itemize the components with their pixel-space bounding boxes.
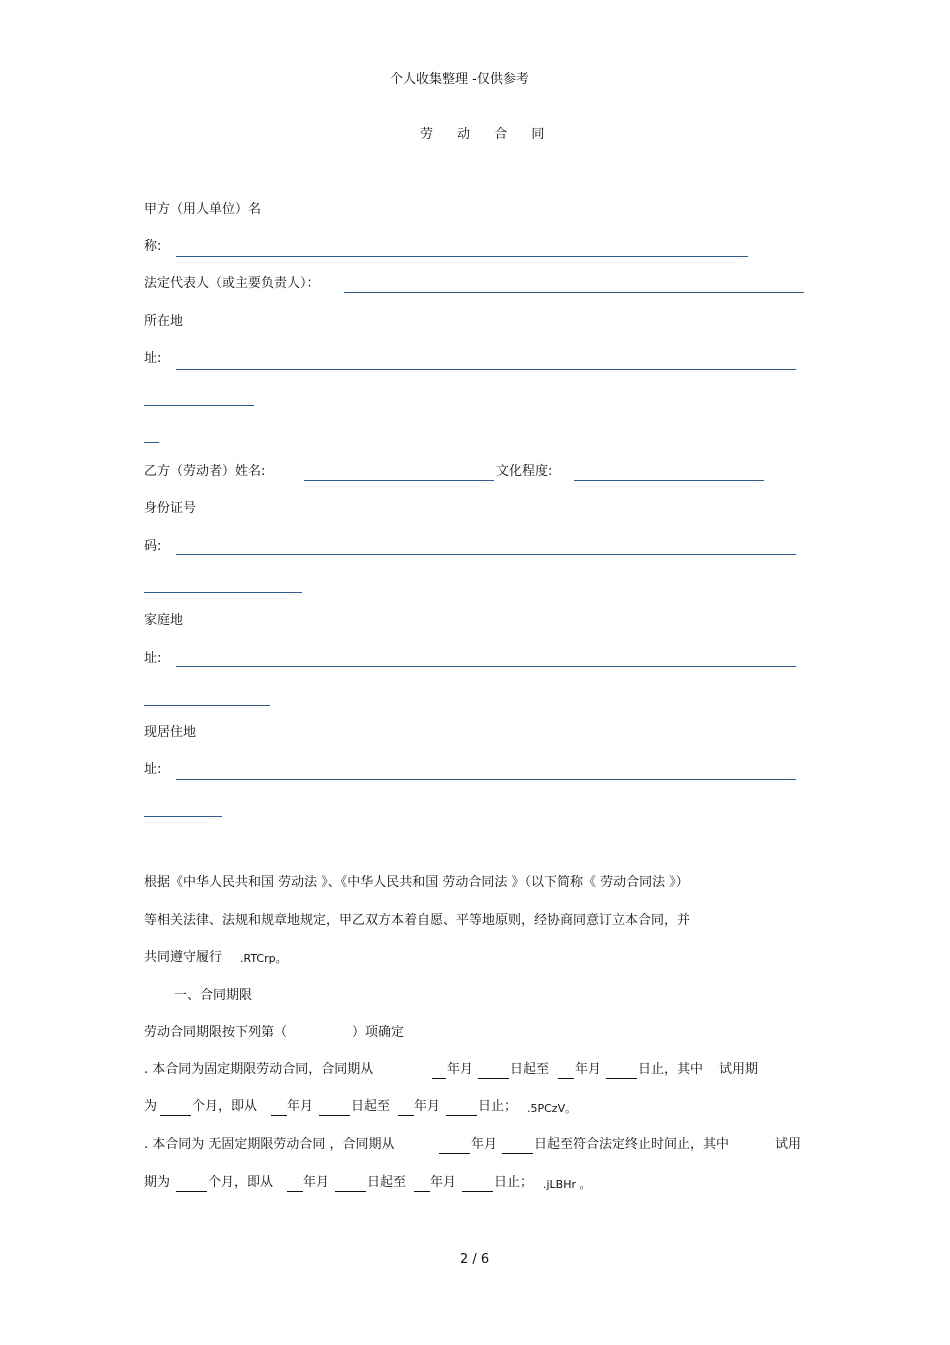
party-a-name-label-cont: 称: (144, 239, 162, 254)
fixed-trial-wei: 为 (144, 1099, 158, 1114)
fixed-trial-months: 个月，即从 (192, 1099, 258, 1114)
id-number-field[interactable] (176, 554, 796, 555)
education-label: 文化程度: (496, 464, 553, 479)
party-a-address-field-cont[interactable] (144, 405, 254, 406)
fixed-end-ym: 年月 (575, 1062, 602, 1077)
fixed-code: .5PCzV。 (527, 1102, 577, 1115)
fixed-end-day: 日止，其中 (638, 1062, 704, 1077)
fixed-start-day: 日起至 (510, 1062, 550, 1077)
open-start-year-field[interactable] (439, 1153, 470, 1154)
current-address-label: 现居住地 (144, 725, 197, 740)
preamble-line-3: 共同遵守履行 (144, 950, 223, 965)
open-trial-start-day: 日起至 (367, 1175, 407, 1190)
party-a-address-field[interactable] (176, 369, 796, 370)
party-a-address-label: 所在地 (144, 314, 184, 329)
open-trial-months: 个月，即从 (208, 1175, 274, 1190)
fixed-trial-end-day: 日止； (478, 1099, 518, 1114)
fixed-term-text: . 本合同为固定期限劳动合同，合同期从 (144, 1062, 374, 1077)
current-address-label-cont: 址: (144, 762, 162, 777)
page-number: 2 / 6 (460, 1252, 490, 1267)
open-trial-start-year-field[interactable] (287, 1191, 303, 1192)
open-trial-wei: 期为 (144, 1175, 171, 1190)
preamble-code: .RTCrp。 (240, 952, 287, 965)
fixed-trial-end-ym: 年月 (414, 1099, 441, 1114)
party-b-name-label: 乙方（劳动者）姓名: (144, 464, 266, 479)
section-1-heading: 一、合同期限 (174, 988, 253, 1003)
fixed-trial-end-day-field[interactable] (446, 1115, 477, 1116)
page-header: 个人收集整理 -仅供参考 (390, 72, 529, 87)
id-number-label-cont: 码: (144, 539, 162, 554)
open-start-ym: 年月 (471, 1137, 498, 1152)
legal-rep-field[interactable] (344, 292, 804, 293)
open-trial-end-ym: 年月 (430, 1175, 457, 1190)
open-trial-end-day-field[interactable] (462, 1191, 493, 1192)
id-number-label: 身份证号 (144, 501, 197, 516)
fixed-trial-start-ym: 年月 (287, 1099, 314, 1114)
open-trial-start-ym: 年月 (303, 1175, 330, 1190)
party-a-address-label-cont: 址: (144, 351, 162, 366)
fixed-trial-start-day-field[interactable] (319, 1115, 350, 1116)
fixed-start-ym: 年月 (447, 1062, 474, 1077)
party-a-address-field-end[interactable] (144, 442, 159, 443)
fixed-trial-label: 试用期 (719, 1062, 759, 1077)
fixed-trial-start-day: 日起至 (351, 1099, 391, 1114)
term-intro-b: ）项确定 (352, 1025, 405, 1040)
current-address-field[interactable] (176, 779, 796, 780)
open-trial-months-field[interactable] (176, 1191, 207, 1192)
fixed-end-year-field[interactable] (558, 1078, 574, 1079)
education-field[interactable] (574, 480, 764, 481)
preamble-line-2: 等相关法律、法规和规章地规定，甲乙双方本着自愿、平等地原则，经协商同意订立本合同，并 (144, 913, 691, 928)
open-trial-start-day-field[interactable] (335, 1191, 366, 1192)
party-a-name-field[interactable] (176, 256, 748, 257)
home-address-field[interactable] (176, 666, 796, 667)
party-b-name-field[interactable] (304, 480, 494, 481)
id-number-field-cont[interactable] (144, 592, 302, 593)
fixed-end-day-field[interactable] (606, 1078, 637, 1079)
open-trial-label: 试用 (775, 1137, 802, 1152)
term-intro-a: 劳动合同期限按下列第（ (144, 1025, 288, 1040)
open-trial-end-year-field[interactable] (414, 1191, 430, 1192)
home-address-field-cont[interactable] (144, 705, 270, 706)
home-address-label: 家庭地 (144, 613, 184, 628)
current-address-field-cont[interactable] (144, 816, 222, 817)
open-trial-end-day: 日止； (494, 1175, 534, 1190)
document-title: 劳 动 合 同 (420, 127, 555, 142)
fixed-trial-start-year-field[interactable] (271, 1115, 287, 1116)
legal-rep-label: 法定代表人（或主要负责人）： (144, 276, 320, 291)
open-term-text: . 本合同为 无固定期限劳动合同 ，合同期从 (144, 1137, 395, 1152)
fixed-start-day-field[interactable] (478, 1078, 509, 1079)
open-start-day-field[interactable] (502, 1153, 533, 1154)
fixed-trial-months-field[interactable] (160, 1115, 191, 1116)
fixed-start-year-field[interactable] (432, 1078, 446, 1079)
party-a-name-label: 甲方（用人单位）名 (144, 202, 262, 217)
open-code: .jLBHr 。 (543, 1178, 591, 1191)
open-start-day: 日起至符合法定终止时间止，其中 (534, 1137, 730, 1152)
fixed-trial-end-year-field[interactable] (398, 1115, 414, 1116)
preamble-line-1: 根据《中华人民共和国 劳动法 》、《中华人民共和国 劳动合同法 》（以下简称《 劳动合同法 》） (144, 875, 689, 890)
home-address-label-cont: 址: (144, 651, 162, 666)
